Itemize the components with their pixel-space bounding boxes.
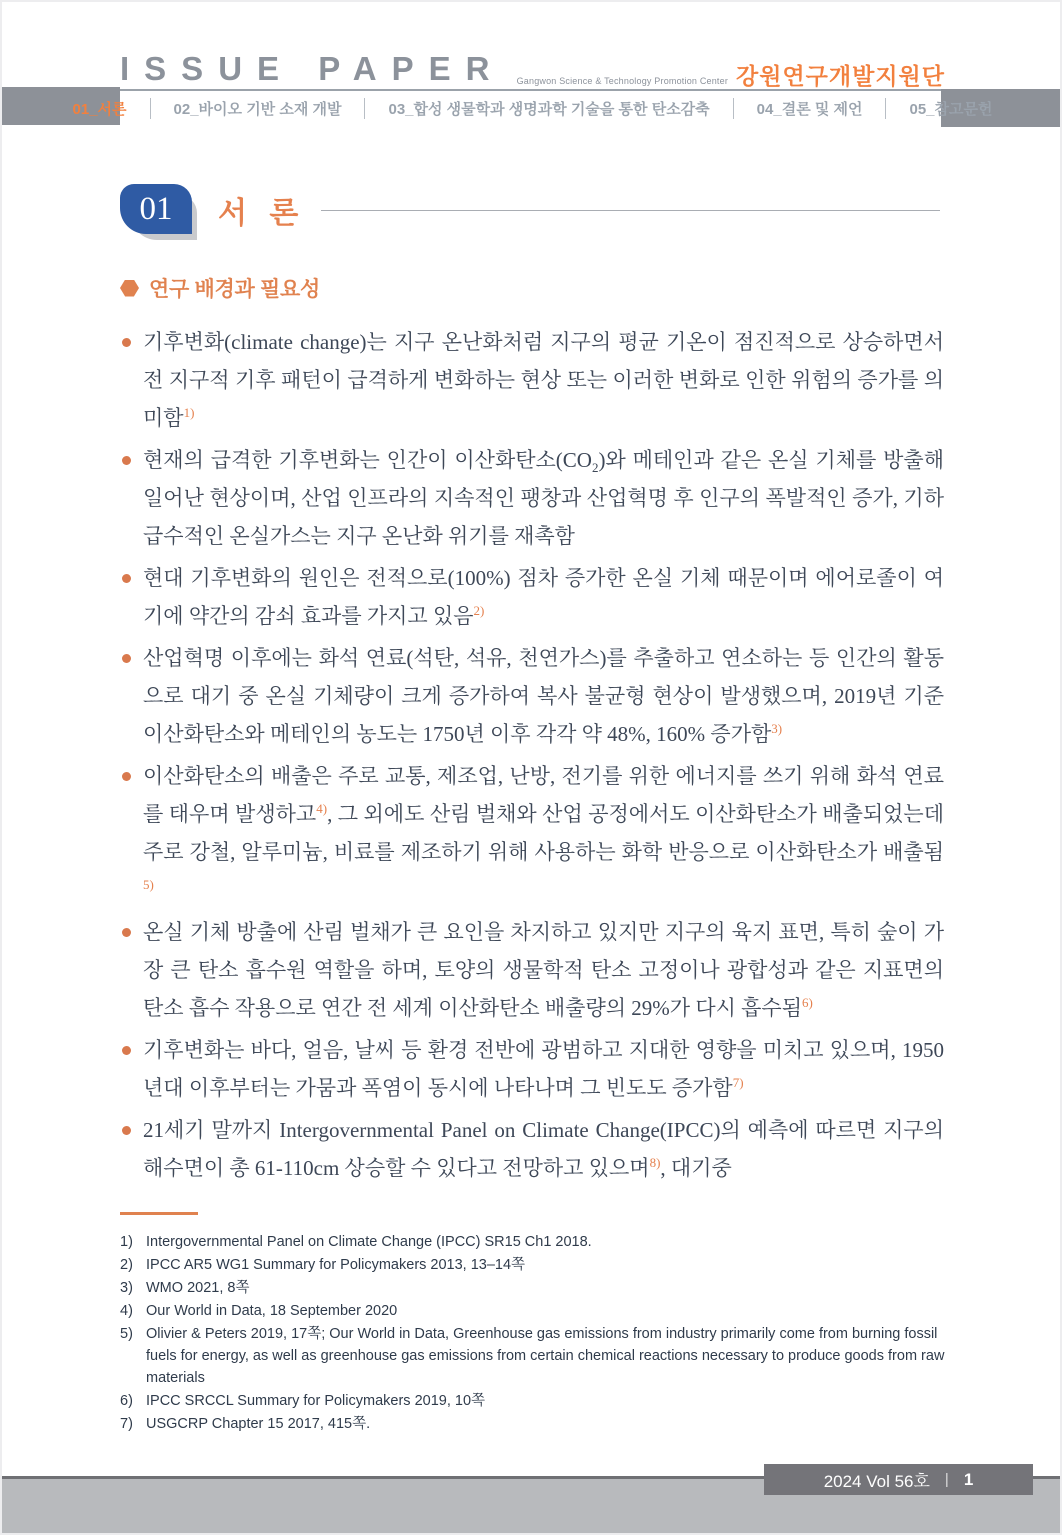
footnote-item xyxy=(120,1300,952,1322)
bullet-dot-icon xyxy=(122,928,131,937)
footnote-text: IPCC AR5 WG1 Summary for Policymakers 2013, 13–14쪽 xyxy=(146,1257,526,1273)
section-title-rule xyxy=(321,210,940,211)
footnote-number: 4) xyxy=(120,1303,133,1319)
bullet-dot-icon xyxy=(122,1126,131,1135)
subsection-heading xyxy=(120,273,320,303)
footnote-number: 5) xyxy=(120,1326,133,1342)
footnote-separator-rule xyxy=(120,1212,198,1215)
bullet-text: 기후변화는 바다, 얼음, 날씨 등 환경 전반에 광범하고 지대한 영향을 미치고 있으며, 1950년대 이후부터는 가뭄과 폭염이 동시에 나타나며 그 빈도도 증가함 xyxy=(143,1038,944,1100)
footnote-text: Our World in Data, 18 September 2020 xyxy=(146,1303,398,1319)
footnote-ref: 3) xyxy=(771,721,783,736)
org-branding xyxy=(517,58,945,91)
footnote-item xyxy=(120,1323,952,1389)
footer-volume: 2024 Vol 56호 xyxy=(823,1472,930,1491)
bullet-text: 현재의 급격한 기후변화는 인간이 이산화탄소(CO xyxy=(143,448,592,472)
footnote-list xyxy=(120,1231,952,1436)
footer-page-number: 1 xyxy=(963,1469,974,1489)
footnote-ref: 8) xyxy=(649,1155,661,1170)
bullet-dot-icon xyxy=(122,772,131,781)
nav-item-4[interactable]: 04_결론 및 제언 xyxy=(734,98,887,119)
bullet-dot-icon xyxy=(122,654,131,663)
bullet-dot-icon xyxy=(122,456,131,465)
footnote-number: 6) xyxy=(120,1393,133,1409)
footnote-number: 3) xyxy=(120,1280,133,1296)
footnote-text: IPCC SRCCL Summary for Policymakers 2019, 10쪽 xyxy=(146,1393,486,1409)
bullet-item xyxy=(120,1031,944,1107)
bullet-text: , 그 외에도 산림 벌채와 산업 공정에서도 이산화탄소가 배출되었는데 주로 강철, 알루미늄, 비료를 제조하기 위해 사용하는 화학 반응으로 이산화탄소가 배출됨 xyxy=(143,802,944,864)
org-name-english: Gangwon Science & Technology Promotion Center xyxy=(516,76,729,86)
bullet-text: , 대기중 xyxy=(660,1156,732,1180)
footnote-text: WMO 2021, 8쪽 xyxy=(146,1280,250,1296)
footnote-item xyxy=(120,1390,952,1412)
subsection-title: 연구 배경과 필요성 xyxy=(149,278,320,301)
footnote-number: 1) xyxy=(120,1234,133,1250)
hexagon-bullet-icon xyxy=(120,280,139,297)
bullet-dot-icon xyxy=(122,574,131,583)
footnote-ref: 6) xyxy=(802,995,813,1010)
footnote-item xyxy=(120,1231,952,1253)
footnote-ref: 7) xyxy=(732,1075,744,1090)
nav-item-5[interactable]: 05_참고문헌 xyxy=(909,100,993,118)
section-heading xyxy=(120,184,940,236)
bullet-item xyxy=(120,323,944,437)
footnote-text: USGCRP Chapter 15 2017, 415쪽. xyxy=(146,1416,371,1432)
section-title: 서 론 xyxy=(218,197,306,230)
subscript: 2 xyxy=(591,460,599,476)
bullet-item xyxy=(120,757,944,909)
footnote-ref: 2) xyxy=(473,603,485,618)
bullet-text: 이산화탄소의 배출은 주로 교통, 제조업, 난방, 전기를 위한 에너지를 쓰기 위해 화석 연료를 태우며 발생하고 xyxy=(143,764,944,826)
nav-item-3[interactable]: 03_합성 생물학과 생명과학 기술을 통한 탄소감축 xyxy=(365,98,733,119)
footnote-ref: 1) xyxy=(183,405,195,420)
bullet-text: 기후변화(climate change)는 지구 온난화처럼 지구의 평균 기온이 점진적으로 상승하면서 전 지구적 기후 패턴이 급격하게 변화하는 현상 또는 이러한 변화로 인한 위험의 증가를 의미함 xyxy=(143,330,944,430)
org-name-korean: 강원연구개발지원단 xyxy=(736,63,945,89)
bullet-item xyxy=(120,639,944,753)
bullet-text: 21세기 말까지 Intergovernmental Panel on Climate Change(IPCC)의 예측에 따르면 지구의 해수면이 총 61-110cm 상승할 수 있다고 전망하고 있으며 xyxy=(143,1118,944,1180)
bullet-dot-icon xyxy=(122,1046,131,1055)
badge-number: 01 xyxy=(120,184,192,234)
bullet-dot-icon xyxy=(122,338,131,347)
section-nav xyxy=(72,91,993,125)
bullet-item xyxy=(120,559,944,635)
footer-page-box xyxy=(764,1464,1033,1495)
nav-item-2[interactable]: 02_바이오 기반 소재 개발 xyxy=(151,98,366,119)
masthead-title: ISSUE PAPER xyxy=(120,50,505,87)
bullet-text: 온실 기체 방출에 산림 벌채가 큰 요인을 차지하고 있지만 지구의 육지 표면, 특히 숲이 가장 큰 탄소 흡수원 역할을 하며, 토양의 생물학적 탄소 고정이나 광합성과 같은 지표면의 탄소 흡수 작용으로 연간 전 세계 이산화탄소 배출량의 29%가 다시 흡수됨 xyxy=(143,920,944,1020)
footnote-item xyxy=(120,1254,952,1276)
footnote-number: 2) xyxy=(120,1257,133,1273)
bullet-item xyxy=(120,1111,944,1187)
footnote-ref: 5) xyxy=(143,877,154,892)
bullet-text: 산업혁명 이후에는 화석 연료(석탄, 석유, 천연가스)를 추출하고 연소하는 등 인간의 활동으로 대기 중 온실 기체량이 크게 증가하여 복사 불균형 현상이 발생했으며, 2019년 기준 이산화탄소와 메테인의 농도는 1750년 이후 각각 약 48%, 160% 증가함 xyxy=(143,646,944,746)
footnote-text: Olivier & Peters 2019, 17쪽; Our World in Data, Greenhouse gas emissions from industry primarily come from burning fossil fuels for energy, as well as greenhouse gas emissions from certain chemical reactions necessary to produce goods from raw materials xyxy=(146,1326,945,1386)
bullet-item xyxy=(120,441,944,555)
nav-item-1[interactable]: 01_서론 xyxy=(50,98,151,119)
footer-divider: | xyxy=(944,1471,949,1488)
bullet-text: 현대 기후변화의 원인은 전적으로(100%) 점차 증가한 온실 기체 때문이며 에어로졸이 여기에 약간의 감쇠 효과를 가지고 있음 xyxy=(143,566,944,628)
footnote-ref: 4) xyxy=(316,801,328,816)
footnote-item xyxy=(120,1277,952,1299)
footnote-number: 7) xyxy=(120,1416,133,1432)
footnote-item xyxy=(120,1413,952,1435)
section-number-badge xyxy=(120,184,194,236)
bullet-text: )와 메테인과 같은 온실 기체를 방출해 일어난 현상이며, 산업 인프라의 지속적인 팽창과 산업혁명 후 인구의 폭발적인 증가, 기하급수적인 온실가스는 지구 온난화 위기를 재촉함 xyxy=(143,448,944,548)
footnote-text: Intergovernmental Panel on Climate Change (IPCC) SR15 Ch1 2018. xyxy=(146,1234,592,1250)
bullet-list xyxy=(120,323,944,1191)
bullet-item xyxy=(120,913,944,1027)
